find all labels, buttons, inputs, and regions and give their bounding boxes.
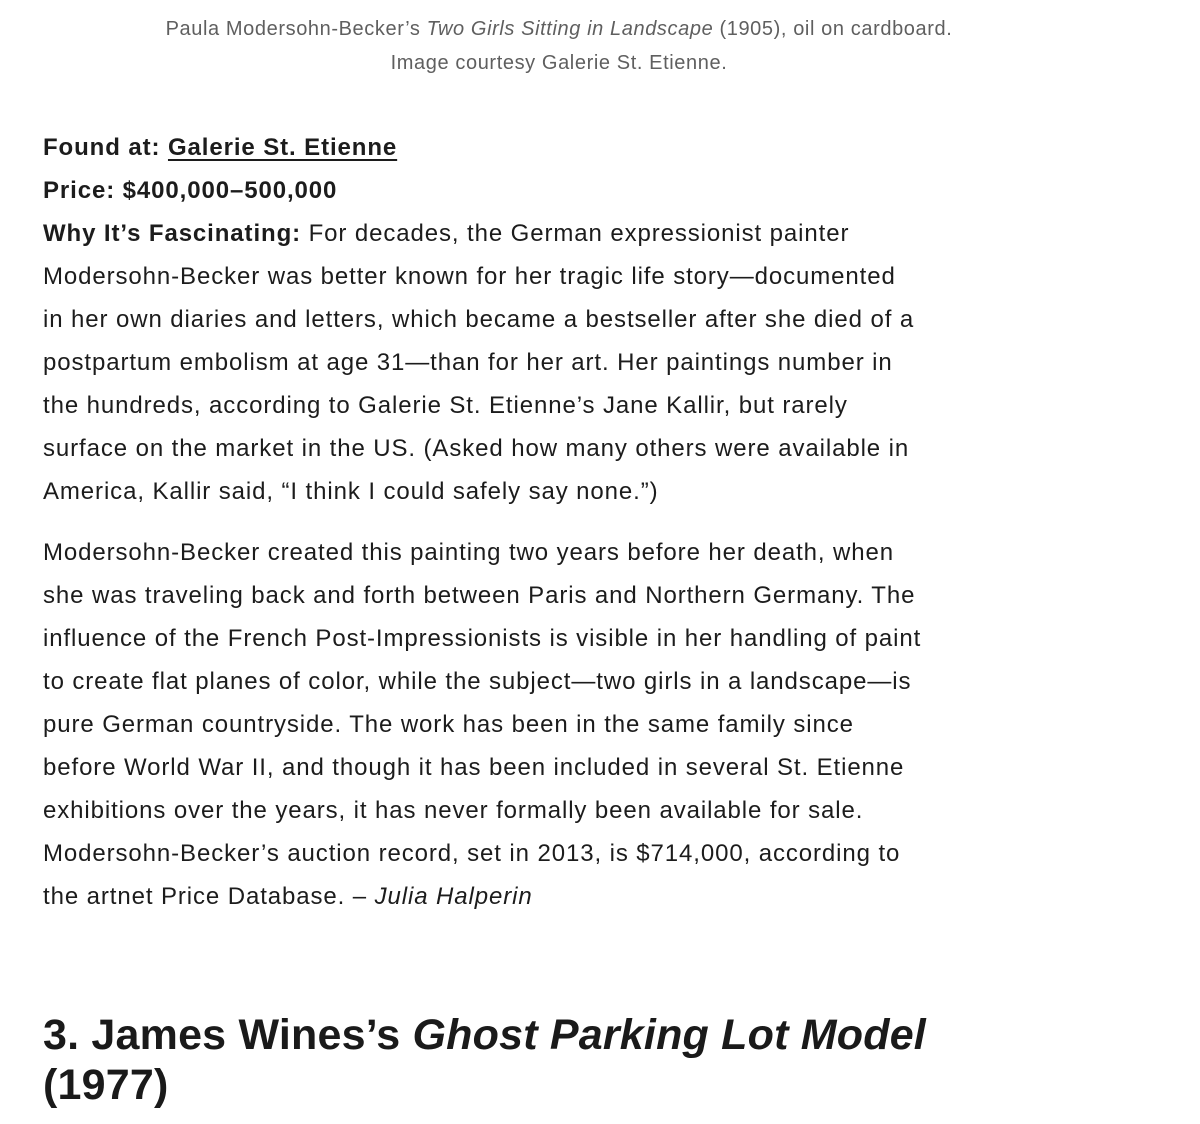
author-byline: Julia Halperin <box>374 883 533 910</box>
paragraph-line: America, Kallir said, “I think I could safely say none.”) <box>43 478 659 505</box>
paragraph-line: the hundreds, according to Galerie St. Etienne’s Jane Kallir, but rarely <box>43 392 848 419</box>
heading-artwork-title: Ghost Parking Lot Model <box>412 1011 926 1059</box>
heading-artist: 3. James Wines’s <box>43 1011 413 1059</box>
caption-artwork-title: Two Girls Sitting in Landscape <box>426 18 714 40</box>
price-value: $400,000–500,000 <box>122 177 338 204</box>
heading-year: (1977) <box>43 1061 169 1109</box>
paragraph-text: the artnet Price Database. – <box>43 883 375 910</box>
heading-line-1 <box>43 1010 1123 1060</box>
paragraph-line: before World War II, and though it has been included in several St. Etienne <box>43 754 905 781</box>
price-line <box>43 169 1083 212</box>
paragraph-painting-context <box>43 531 1083 918</box>
paragraph-text: For decades, the German expressionist painter <box>308 220 850 247</box>
paragraph-line <box>43 875 1083 918</box>
image-caption <box>0 12 1118 80</box>
paragraph-line: pure German countryside. The work has been in the same family since <box>43 711 854 738</box>
paragraph-line: surface on the market in the US. (Asked how many others were available in <box>43 435 910 462</box>
price-label: Price: <box>43 177 123 204</box>
paragraph-line: exhibitions over the years, it has never formally been available for sale. <box>43 797 864 824</box>
paragraph-line: she was traveling back and forth between Paris and Northern Germany. The <box>43 582 916 609</box>
caption-artist: Paula Modersohn-Becker’s <box>165 18 427 40</box>
why-fascinating-label: Why It’s Fascinating: <box>43 220 309 247</box>
caption-details: (1905), oil on cardboard. <box>713 18 953 40</box>
section-heading <box>43 1010 1123 1110</box>
paragraph-why-fascinating <box>43 212 1083 513</box>
caption-line-1 <box>0 12 1118 46</box>
paragraph-line: Modersohn-Becker created this painting two years before her death, when <box>43 539 895 566</box>
paragraph-line: influence of the French Post-Impressionists is visible in her handling of paint <box>43 625 922 652</box>
found-at-label: Found at: <box>43 134 168 161</box>
paragraph-line: postpartum embolism at age 31—than for her art. Her paintings number in <box>43 349 893 376</box>
paragraph-line: to create flat planes of color, while the subject—two girls in a landscape—is <box>43 668 912 695</box>
article-body <box>43 126 1083 918</box>
gallery-link[interactable]: Galerie St. Etienne <box>167 134 398 161</box>
paragraph-line: in her own diaries and letters, which became a bestseller after she died of a <box>43 306 915 333</box>
caption-credit: Image courtesy Galerie St. Etienne. <box>390 52 728 74</box>
paragraph-line: Modersohn-Becker was better known for her tragic life story—documented <box>43 263 896 290</box>
paragraph-line: Modersohn-Becker’s auction record, set in 2013, is $714,000, according to <box>43 840 901 867</box>
found-at-line <box>43 126 1083 169</box>
paragraph-line <box>43 212 1083 255</box>
